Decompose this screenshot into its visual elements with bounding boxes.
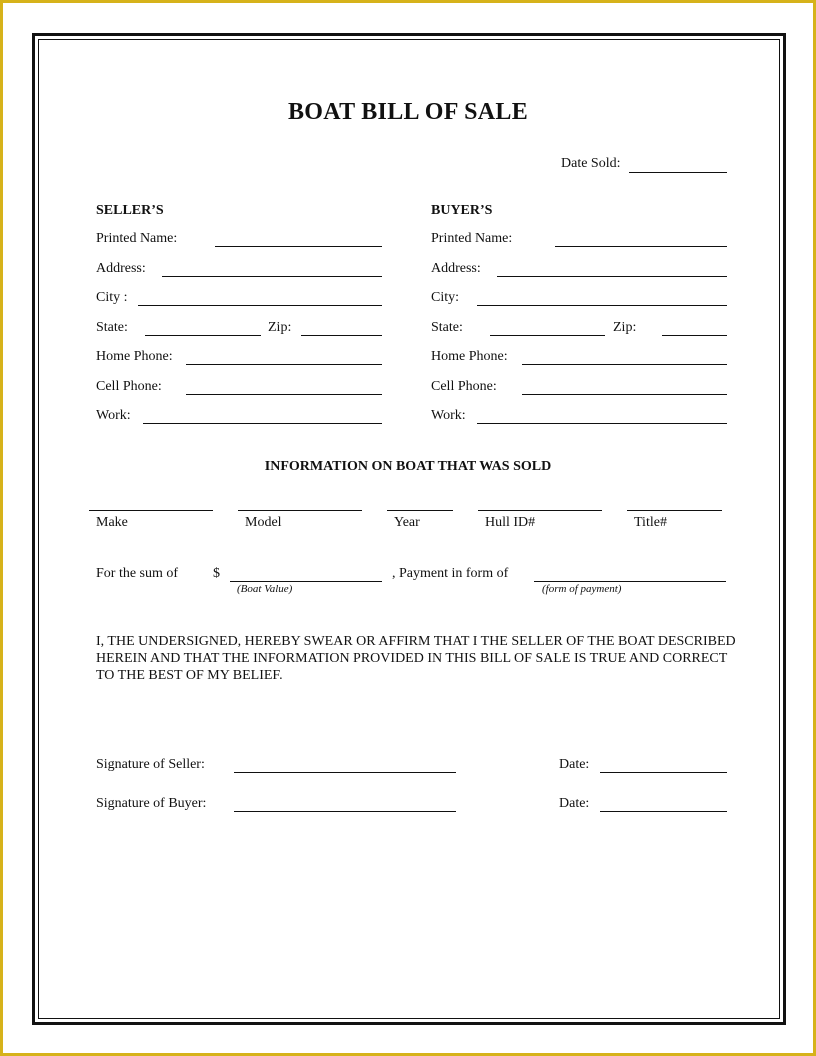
seller-home-phone-label: Home Phone: [96,349,173,364]
seller-date-label: Date: [559,757,590,772]
model-label: Model [245,515,282,530]
boat-info-heading: INFORMATION ON BOAT THAT WAS SOLD [264,459,552,474]
currency-symbol: $ [213,566,220,581]
date-sold-label: Date Sold: [561,156,621,171]
buyer-zip-label: Zip: [613,320,637,335]
seller-state-label: State: [96,320,128,335]
seller-address-label: Address: [96,261,146,276]
seller-zip-label: Zip: [268,320,292,335]
buyer-zip-field[interactable] [662,335,727,336]
buyer-address-field[interactable] [497,276,727,277]
make-label: Make [96,515,128,530]
seller-home-phone-field[interactable] [186,364,382,365]
title-number-label: Title# [634,515,667,530]
form-of-payment-caption: (form of payment) [542,583,622,595]
seller-date-field[interactable] [600,772,727,773]
year-field[interactable] [387,510,453,511]
buyer-address-label: Address: [431,261,481,276]
seller-work-label: Work: [96,408,131,423]
seller-state-field[interactable] [145,335,261,336]
year-label: Year [394,515,420,530]
seller-address-field[interactable] [162,276,382,277]
boat-value-caption: (Boat Value) [237,583,293,595]
affirmation-text: I, THE UNDERSIGNED, HEREBY SWEAR OR AFFIRM THAT I THE SELLER OF THE BOAT DESCRIBED HEREIN AND THAT THE INFORMATION PROVIDED IN THIS BILL OF SALE IS TRUE AND CORRECT TO THE BEST OF MY BELIEF. [96,634,736,683]
boat-value-field[interactable] [230,581,382,582]
seller-city-label: City : [96,290,128,305]
buyer-work-field[interactable] [477,423,727,424]
payment-form-label: , Payment in form of [392,566,509,581]
buyer-printed-name-label: Printed Name: [431,231,513,246]
date-sold-field[interactable] [629,172,727,173]
buyer-home-phone-label: Home Phone: [431,349,508,364]
buyer-state-field[interactable] [490,335,605,336]
buyer-cell-phone-field[interactable] [522,394,727,395]
seller-cell-phone-label: Cell Phone: [96,379,162,394]
buyer-city-label: City: [431,290,460,305]
title-number-field[interactable] [627,510,722,511]
buyer-printed-name-field[interactable] [555,246,727,247]
seller-zip-field[interactable] [301,335,382,336]
buyer-cell-phone-label: Cell Phone: [431,379,497,394]
hull-id-label: Hull ID# [485,515,536,530]
seller-signature-field[interactable] [234,772,456,773]
buyer-signature-field[interactable] [234,811,456,812]
seller-heading: SELLER’S [96,203,164,218]
seller-cell-phone-field[interactable] [186,394,382,395]
seller-printed-name-field[interactable] [215,246,382,247]
seller-signature-label: Signature of Seller: [96,757,205,772]
document-title: BOAT BILL OF SALE [287,99,529,125]
buyer-signature-label: Signature of Buyer: [96,796,207,811]
buyer-home-phone-field[interactable] [522,364,727,365]
buyer-state-label: State: [431,320,463,335]
buyer-heading: BUYER’S [431,203,493,218]
buyer-date-field[interactable] [600,811,727,812]
model-field[interactable] [238,510,362,511]
payment-form-field[interactable] [534,581,726,582]
make-field[interactable] [89,510,213,511]
buyer-date-label: Date: [559,796,590,811]
seller-printed-name-label: Printed Name: [96,231,178,246]
buyer-city-field[interactable] [477,305,727,306]
sum-label: For the sum of [96,566,179,581]
hull-id-field[interactable] [478,510,602,511]
seller-city-field[interactable] [138,305,382,306]
seller-work-field[interactable] [143,423,382,424]
buyer-work-label: Work: [431,408,466,423]
